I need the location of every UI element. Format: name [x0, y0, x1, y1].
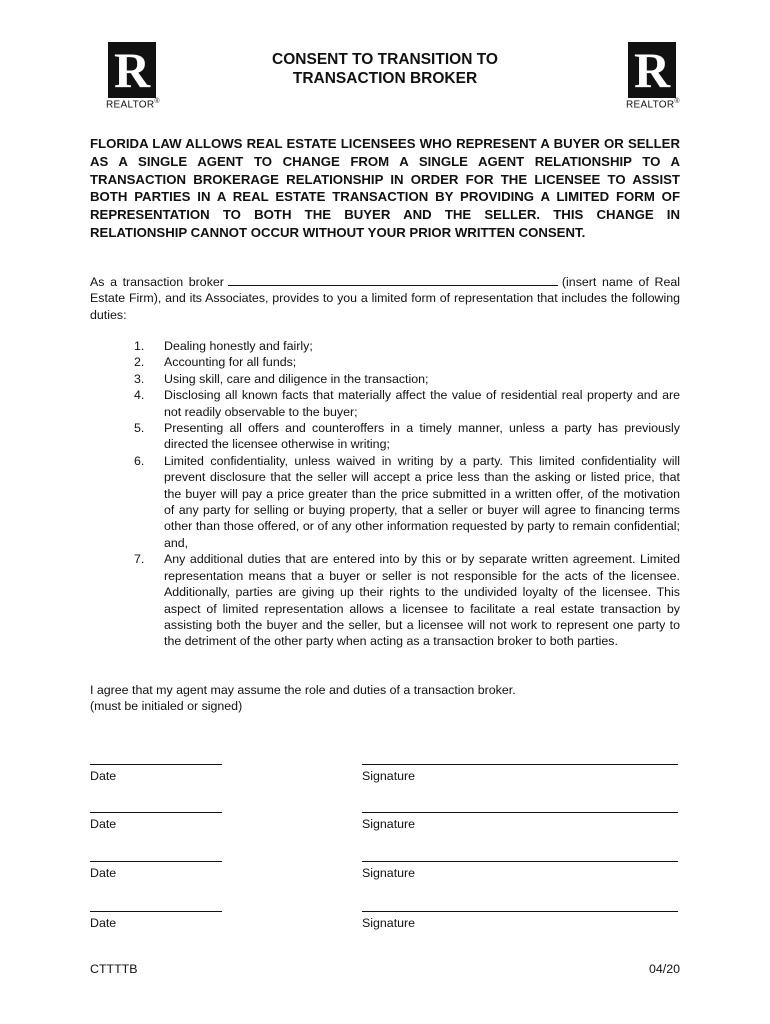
date-label: Date — [90, 769, 117, 783]
form-code: CTTTTB — [90, 962, 138, 976]
agreement-statement — [90, 682, 516, 715]
signature-label: Signature — [362, 817, 416, 831]
signature-row-4 — [90, 897, 680, 933]
realtor-r-block: R — [108, 42, 156, 98]
transaction-broker-paragraph — [90, 273, 680, 323]
document-title — [200, 50, 570, 88]
list-item: 1. Dealing honestly and fairly; — [134, 339, 313, 353]
realtor-logo-right — [624, 42, 694, 112]
title-line-1: CONSENT TO TRANSITION TO — [272, 51, 498, 68]
list-item: 3. Using skill, care and diligence in the transaction; — [134, 371, 429, 386]
list-item: 4. Disclosing all known facts that materially affect the value of residential real property and are not readily observable to the buyer; — [134, 388, 680, 419]
title-line-2: TRANSACTION BROKER — [292, 70, 478, 87]
date-label: Date — [90, 817, 117, 831]
duties-list — [130, 338, 680, 650]
paragraph-rest: (insert name of Real Estate Firm), and its Associates, provides to you a limited form of representation that includes the following duties: — [90, 275, 680, 322]
signature-field[interactable] — [362, 847, 678, 862]
signature-field[interactable] — [362, 897, 678, 912]
agreement-line: I agree that my agent may assume the role and duties of a transaction broker. — [90, 683, 516, 697]
date-label: Date — [90, 866, 117, 880]
signature-row-2 — [90, 798, 680, 834]
realtor-logo-left — [104, 42, 174, 112]
signature-row-1 — [90, 750, 680, 786]
list-item: 5. Presenting all offers and counteroffers in a timely manner, unless a party has previously directed the licensee otherwise in writing; — [134, 421, 680, 452]
form-date: 04/20 — [648, 962, 680, 976]
date-field[interactable] — [90, 750, 222, 765]
agreement-note: (must be initialed or signed) — [90, 699, 243, 714]
date-field[interactable] — [90, 847, 222, 862]
date-label: Date — [90, 916, 117, 930]
signature-label: Signature — [362, 769, 416, 783]
date-field[interactable] — [90, 897, 222, 912]
date-field[interactable] — [90, 798, 222, 813]
signature-row-3 — [90, 847, 680, 883]
list-item: 2. Accounting for all funds; — [134, 355, 297, 370]
signature-label: Signature — [362, 866, 416, 880]
list-item: 6. Limited confidentiality, unless waived in writing by a party. This limited confidentiality will prevent disclosure that the seller will accept a price less than the asking or listed price, that the buyer will pay a price greater than the price submitted in a written offer, of the motivation of any party for selling or buying property, that a seller or buyer will agree to financing terms other than those offered, or of any other information requested by party to remain confidential; and, — [134, 453, 680, 550]
realtor-wordmark: REALTOR® — [106, 98, 160, 111]
list-item: 7. Any additional duties that are entered into by this or by separate written agreement. Limited representation means that a buyer or seller is not responsible for the acts of the licensee. Additionally, parties are giving up their rights to the undivided loyalty of the licensee. This aspect of limited representation allows a licensee to facilitate a real estate transaction by assisting both the buyer and the seller, but a licensee will not work to represent one party to the detriment of the other party when acting as a transaction broker to both parties. — [134, 552, 680, 649]
realtor-wordmark: REALTOR® — [626, 98, 680, 111]
signature-field[interactable] — [362, 750, 678, 765]
signature-field[interactable] — [362, 798, 678, 813]
signature-label: Signature — [362, 916, 416, 930]
intro-statement: FLORIDA LAW ALLOWS REAL ESTATE LICENSEES WHO REPRESENT A BUYER OR SELLER AS A SINGLE AGENT TO CHANGE FROM A SINGLE AGENT RELATIONSHIP TO A TRANSACTION BROKERAGE RELATIONSHIP IN ORDER FOR THE LICENSEE TO ASSIST BOTH PARTIES IN A REAL ESTATE TRANSACTION BY PROVIDING A LIMITED FORM OF REPRESENTATION TO BOTH THE BUYER AND THE SELLER. THIS CHANGE IN RELATIONSHIP CANNOT OCCUR WITHOUT YOUR PRIOR WRITTEN CONSENT. — [90, 136, 680, 240]
paragraph-lead: As a transaction broker — [90, 275, 224, 289]
realtor-r-block: R — [628, 42, 676, 98]
firm-name-blank[interactable] — [228, 273, 558, 286]
